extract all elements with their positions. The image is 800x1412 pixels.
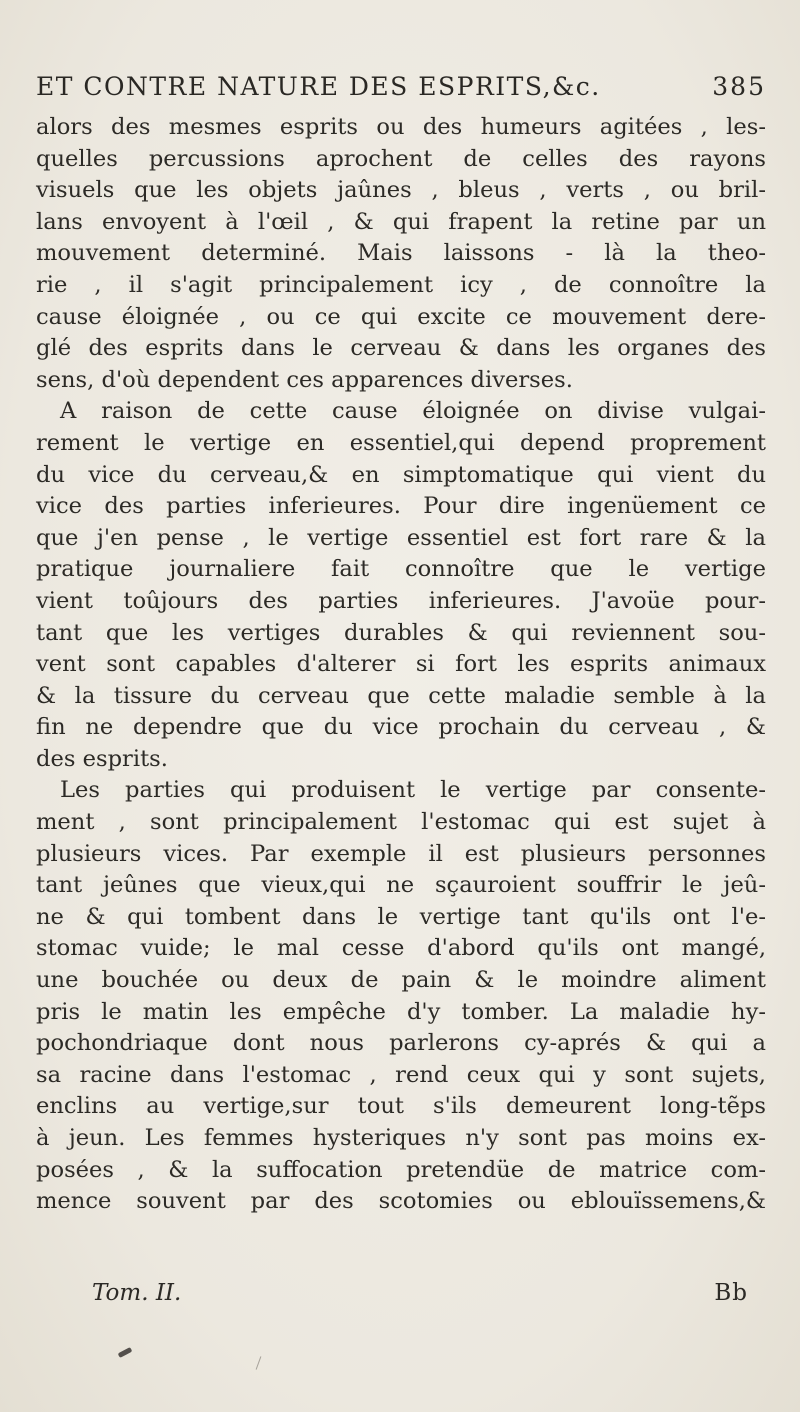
paragraph-start-line: Les parties qui produisent le vertige par consente- bbox=[60, 777, 766, 804]
text-line: alors des mesmes esprits ou des humeurs agitées , les- bbox=[36, 114, 766, 140]
text-line: visuels que les objets jaûnes , bleus , verts , ou bril- bbox=[36, 177, 766, 204]
running-title: ET CONTRE NATURE DES ESPRITS,&c. bbox=[36, 72, 601, 101]
paragraph-start-line: A raison de cette cause éloignée on divise vulgai- bbox=[60, 398, 766, 425]
text-line: quelles percussions aprochent de celles des rayons bbox=[36, 145, 766, 172]
text-line: & la tissure du cerveau que cette maladie semble à la bbox=[36, 682, 766, 709]
text-line: pris le matin les empêche d'y tomber. La maladie hy- bbox=[36, 998, 766, 1025]
text-line: rie , il s'agit principalement icy , de connoître la bbox=[36, 271, 766, 298]
text-line: sa racine dans l'estomac , rend ceux qui y sont sujets, bbox=[36, 1061, 766, 1088]
text-line: lans envoyent à l'œil , & qui frapent la retine par un bbox=[36, 208, 766, 235]
text-line: pratique journaliere fait connoître que le vertige bbox=[36, 556, 766, 583]
text-line: mouvement determiné. Mais laissons - là la theo- bbox=[36, 240, 766, 267]
text-line: mence souvent par des scotomies ou eblouïssemens,& bbox=[36, 1188, 766, 1215]
page-number: 385 bbox=[712, 72, 766, 101]
text-line: fin ne dependre que du vice prochain du cerveau , & bbox=[36, 714, 766, 741]
text-line: vent sont capables d'alterer si fort les esprits animaux bbox=[36, 651, 766, 678]
text-line: plusieurs vices. Par exemple il est plusieurs personnes bbox=[36, 840, 766, 867]
text-line: une bouchée ou deux de pain & le moindre aliment bbox=[36, 967, 766, 994]
text-line: ne & qui tombent dans le vertige tant qu'ils ont l'e- bbox=[36, 903, 766, 930]
text-line: du vice du cerveau,& en simptomatique qui vient du bbox=[36, 461, 766, 488]
text-line: à jeun. Les femmes hysteriques n'y sont pas moins ex- bbox=[36, 1125, 766, 1151]
text-line: glé des esprits dans le cerveau & dans les organes des bbox=[36, 335, 766, 362]
text-line: cause éloignée , ou ce qui excite ce mouvement dere- bbox=[36, 303, 766, 330]
body-text bbox=[36, 112, 766, 1218]
text-line: rement le vertige en essentiel,qui depend proprement bbox=[36, 429, 766, 456]
text-line: tant jeûnes que vieux,qui ne sçauroient souffrir le jeû- bbox=[36, 872, 766, 899]
ink-blot bbox=[118, 1347, 133, 1358]
text-line: vice des parties inferieures. Pour dire ingenüement ce bbox=[36, 493, 766, 520]
text-line: ment , sont principalement l'estomac qui est sujet à bbox=[36, 809, 766, 836]
page-header bbox=[36, 72, 766, 101]
ink-stroke bbox=[256, 1356, 262, 1369]
text-line: que j'en pense , le vertige essentiel est fort rare & la bbox=[36, 524, 766, 551]
text-line: vient toûjours des parties inferieures. J'avoüe pour- bbox=[36, 587, 766, 614]
text-line: posées , & la suffocation pretendüe de matrice com- bbox=[36, 1156, 766, 1183]
volume-mark: Tom. II. bbox=[92, 1280, 182, 1306]
text-line: tant que les vertiges durables & qui reviennent sou- bbox=[36, 619, 766, 646]
text-line: enclins au vertige,sur tout s'ils demeurent long-tẽps bbox=[36, 1093, 766, 1120]
page-footer bbox=[92, 1280, 748, 1306]
text-line: des esprits. bbox=[36, 745, 168, 772]
text-line: pochondriaque dont nous parlerons cy-aprés & qui a bbox=[36, 1030, 766, 1057]
text-line: stomac vuide; le mal cesse d'abord qu'ils ont mangé, bbox=[36, 935, 766, 962]
text-line: sens, d'où dependent ces apparences diverses. bbox=[36, 366, 573, 393]
signature-mark: Bb bbox=[714, 1280, 748, 1306]
